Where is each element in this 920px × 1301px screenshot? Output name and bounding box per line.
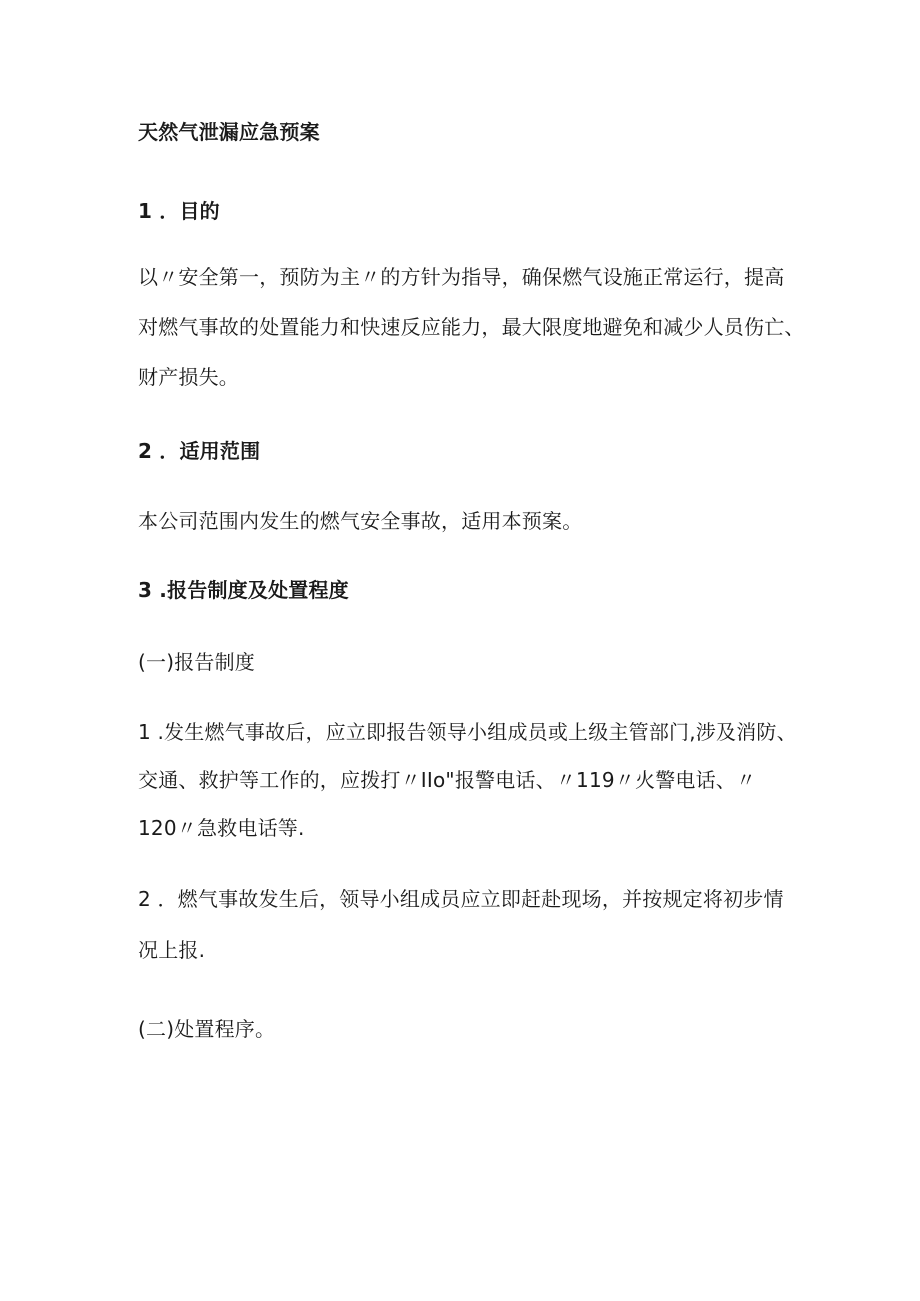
section-1-body-line-1: 以〃安全第一，预防为主〃的方针为指导，确保燃气设施正常运行，提高: [138, 265, 785, 289]
section-2-body: 本公司范围内发生的燃气安全事故，适用本预案。: [138, 509, 583, 533]
item-2-line-1: 2 ．燃气事故发生后，领导小组成员应立即赶赴现场，并按规定将初步情: [138, 887, 784, 911]
subsection-1-heading: (一)报告制度: [138, 650, 256, 674]
section-2-heading: 2 ．适用范围: [138, 439, 261, 463]
document-title: 天然气泄漏应急预案: [138, 120, 320, 144]
section-1-body-line-3: 财产损失。: [138, 365, 239, 389]
section-1-heading: 1 ．目的: [138, 199, 220, 223]
section-1-body-line-2: 对燃气事故的处置能力和快速反应能力，最大限度地避免和减少人员伤亡、: [138, 315, 805, 339]
subsection-2-heading: (二)处置程序。: [138, 1017, 276, 1041]
item-2-line-2: 况上报.: [138, 938, 206, 962]
item-1-line-3: 120〃急救电话等.: [138, 816, 305, 840]
item-1-line-2: 交通、救护等工作的，应拨打〃IIo"报警电话、〃119〃火警电话、〃: [138, 768, 757, 792]
item-1-line-1: 1 .发生燃气事故后，应立即报告领导小组成员或上级主管部门,涉及消防、: [138, 720, 797, 744]
section-3-heading: 3 .报告制度及处置程度: [138, 578, 349, 602]
